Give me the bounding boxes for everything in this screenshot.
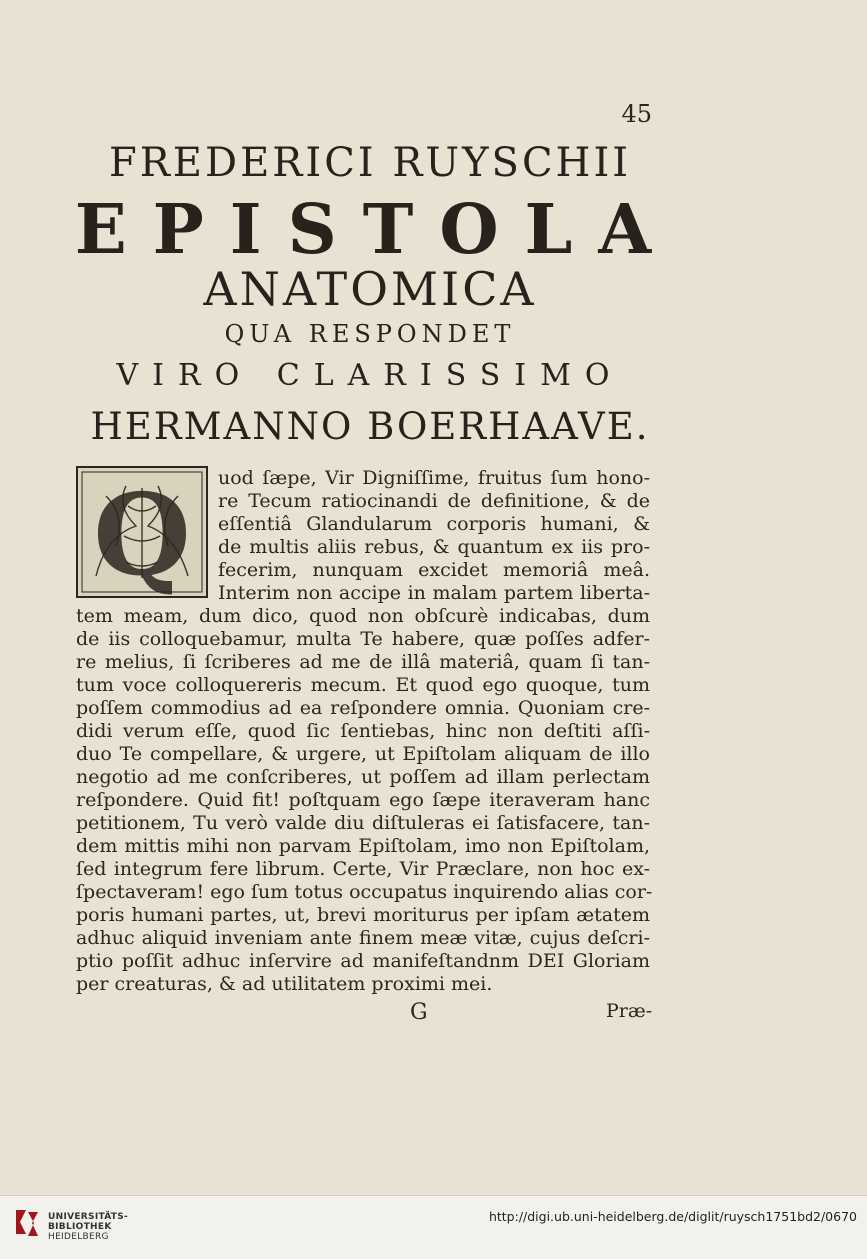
page-number: 45 <box>621 100 652 128</box>
title-line-respondet: QUA RESPONDET <box>224 320 516 348</box>
body-line: fecerim, nunquam excidet memoriâ meâ. <box>218 559 650 581</box>
body-line: negotio ad me conſcriberes, ut poſſem ad illam perlectam <box>76 766 650 788</box>
body-line: Interim non accipe in malam partem liberta- <box>218 582 650 604</box>
body-line: de iis colloquebamur, multa Te habere, quæ poſſes adfer- <box>76 628 650 650</box>
body-line: tum voce colloquereris mecum. Et quod ego quoque, tum <box>76 674 650 696</box>
body-line: uod ſæpe, Vir Digniſſime, fruitus ſum hono- <box>218 467 650 489</box>
catchword: Præ- <box>606 1000 653 1022</box>
title-line-viro: VIRO CLARISSIMO <box>116 358 624 393</box>
body-line: per creaturas, & ad utilitatem proximi mei. <box>76 973 493 995</box>
logo-text-line: BIBLIOTHEK <box>48 1222 112 1232</box>
body-line: duo Te compellare, & urgere, ut Epiſtolam aliquam de illo <box>76 743 650 765</box>
body-line: petitionem, Tu verò valde diu diſtuleras ei ſatisfacere, tan- <box>76 812 650 834</box>
ornamental-drop-cap <box>76 466 208 598</box>
body-line: ptio poſſit adhuc inſervire ad manifeſtandnm DEI Gloriam <box>76 950 650 972</box>
body-line: de multis aliis rebus, & quantum ex iis pro- <box>218 536 650 558</box>
viewer-footer-bar <box>0 1195 867 1259</box>
logo-text-line: HEIDELBERG <box>48 1232 109 1242</box>
body-line: adhuc aliquid inveniam ante finem meæ vitæ, cujus deſcri- <box>76 927 650 949</box>
title-line-recipient: HERMANNO BOERHAAVE. <box>90 405 650 448</box>
permalink-url[interactable]: http://digi.ub.uni-heidelberg.de/diglit/ruysch1751bd2/0670 <box>488 1209 857 1224</box>
body-line: tem meam, dum dico, quod non obſcurè indicabas, dum <box>76 605 650 627</box>
title-line-epistola: EPISTOLA <box>74 190 678 270</box>
drop-cap-letter: Q <box>93 470 191 598</box>
body-line: poris humani partes, ut, brevi moriturus per ipſam ætatem <box>76 904 650 926</box>
body-line: ſpectaveram! ego ſum totus occupatus inquirendo alias cor- <box>76 881 653 903</box>
logo-text-line: UNIVERSITÄTS- <box>48 1212 129 1222</box>
body-line: poſſem commodius ad ea reſpondere omnia. Quoniam cre- <box>76 697 650 719</box>
signature-mark: G <box>410 1000 428 1025</box>
body-line: eſſentiâ Glandularum corporis humani, & <box>218 513 650 535</box>
body-line: didi verum eſſe, quod ſic ſentiebas, hinc non deſtiti aſſi- <box>76 720 650 742</box>
title-line-author: FREDERICI RUYSCHII <box>108 140 632 186</box>
university-library-logo-icon[interactable] <box>12 1206 42 1240</box>
body-line: re Tecum ratiocinandi de definitione, & de <box>218 490 650 512</box>
body-line: ſed integrum fere librum. Certe, Vir Præclare, non hoc ex- <box>76 858 650 880</box>
body-line: re melius, ſi ſcriberes ad me de illâ materiâ, quam ſi tan- <box>76 651 650 673</box>
body-line: reſpondere. Quid fit! poſtquam ego ſæpe iteraveram hanc <box>76 789 650 811</box>
body-line: dem mittis mihi non parvam Epiſtolam, imo non Epiſtolam, <box>76 835 650 857</box>
title-line-anatomica: ANATOMICA <box>203 262 537 316</box>
